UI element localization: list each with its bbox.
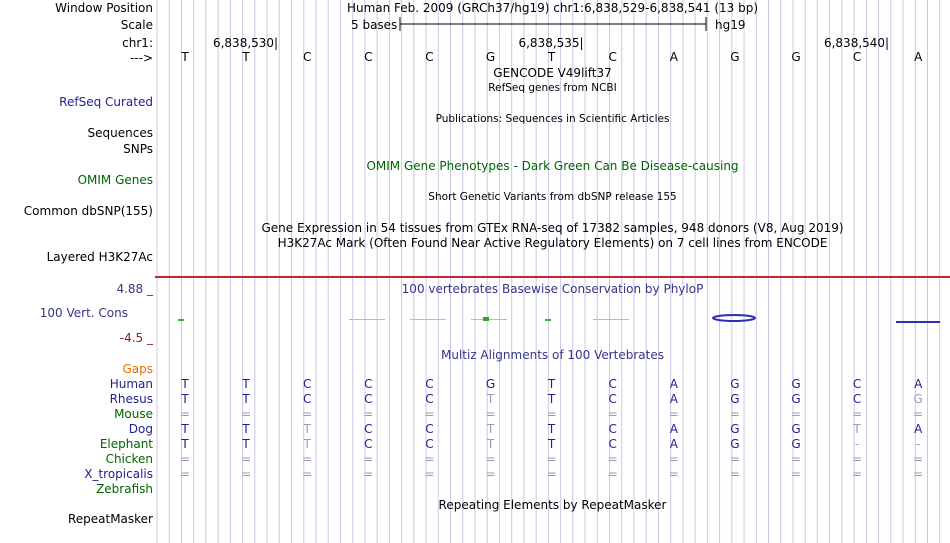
multiz-track-title[interactable]: Multiz Alignments of 100 Vertebrates bbox=[440, 348, 665, 362]
repeatmasker-side-label[interactable]: RepeatMasker bbox=[67, 512, 153, 526]
dbsnp-track-title[interactable]: Short Genetic Variants from dbSNP release 155 bbox=[428, 191, 677, 203]
sequence-base: T bbox=[181, 50, 189, 64]
phylop-bar bbox=[349, 319, 385, 320]
phylop-bar bbox=[483, 317, 489, 321]
alignment-base: = bbox=[485, 452, 496, 466]
alignment-base: T bbox=[303, 422, 311, 436]
common-dbsnp-label[interactable]: Common dbSNP(155) bbox=[23, 204, 153, 218]
alignment-base: - bbox=[854, 437, 860, 451]
alignment-base: A bbox=[669, 422, 678, 436]
alignment-base: T bbox=[547, 422, 556, 436]
omim-genes-label[interactable]: OMIM Genes bbox=[77, 173, 153, 187]
alignment-base: T bbox=[486, 437, 495, 451]
alignment-base: = bbox=[913, 467, 924, 481]
repeatmasker-track-title[interactable]: Repeating Elements by RepeatMasker bbox=[438, 498, 667, 512]
alignment-base: = bbox=[179, 452, 191, 466]
alignment-base: T bbox=[486, 392, 495, 406]
alignment-base: T bbox=[181, 422, 189, 436]
species-label-dog[interactable]: Dog bbox=[128, 422, 153, 436]
alignment-base: C bbox=[608, 377, 617, 391]
alignment-base: C bbox=[425, 422, 434, 436]
alignment-base: A bbox=[669, 377, 678, 391]
alignment-base: C bbox=[608, 422, 617, 436]
omim-track-title[interactable]: OMIM Gene Phenotypes - Dark Green Can Be Disease-causing bbox=[366, 159, 739, 173]
alignment-base: G bbox=[730, 377, 740, 391]
alignment-base: C bbox=[364, 392, 373, 406]
alignment-base: = bbox=[179, 407, 191, 421]
alignment-base: C bbox=[852, 377, 862, 391]
alignment-base: = bbox=[424, 467, 435, 481]
window-position-label: Window Position bbox=[55, 1, 153, 15]
alignment-base: G bbox=[791, 392, 801, 406]
phylop-label[interactable]: 100 Vert. Cons bbox=[39, 306, 128, 320]
alignment-base: G bbox=[730, 422, 740, 436]
sequence-base: T bbox=[242, 50, 250, 64]
alignment-base: T bbox=[303, 437, 311, 451]
alignment-base: T bbox=[242, 392, 250, 406]
phylop-negative-mark bbox=[896, 321, 940, 323]
alignment-base: G bbox=[791, 422, 801, 436]
species-label-zebrafish[interactable]: Zebrafish bbox=[96, 482, 153, 496]
alignment-base: = bbox=[607, 467, 618, 481]
alignment-base: C bbox=[852, 392, 862, 406]
sequence-base: C bbox=[425, 50, 434, 64]
sequence-base: G bbox=[730, 50, 740, 64]
sequence-base: C bbox=[608, 50, 617, 64]
alignment-base: = bbox=[852, 452, 863, 466]
alignment-base: G bbox=[791, 377, 801, 391]
alignment-base: C bbox=[425, 377, 434, 391]
window-position-value: Human Feb. 2009 (GRCh37/hg19) chr1:6,838,529-6,838,541 (13 bp) bbox=[346, 1, 759, 15]
scale-label: Scale bbox=[120, 18, 153, 32]
phylop-bar bbox=[545, 319, 551, 321]
alignment-base: A bbox=[669, 392, 678, 406]
alignment-base: T bbox=[181, 437, 189, 451]
species-label-human[interactable]: Human bbox=[109, 377, 153, 391]
coordinate-tick: 6,838,535| bbox=[518, 36, 584, 50]
sequences-label[interactable]: Sequences bbox=[87, 126, 153, 140]
alignment-base: G bbox=[730, 392, 740, 406]
alignment-base: = bbox=[913, 407, 924, 421]
phylop-negative-mark bbox=[713, 315, 755, 321]
snps-label[interactable]: SNPs bbox=[123, 142, 153, 156]
alignment-base: T bbox=[181, 377, 189, 391]
alignment-base: = bbox=[607, 407, 618, 421]
alignment-base: = bbox=[852, 467, 863, 481]
alignment-base: = bbox=[729, 407, 740, 421]
alignment-base: T bbox=[486, 422, 495, 436]
alignment-base: = bbox=[546, 452, 557, 466]
alignment-base: = bbox=[241, 452, 252, 466]
scale-assembly-label: hg19 bbox=[715, 18, 746, 32]
alignment-base: T bbox=[853, 422, 861, 436]
phylop-min-value: -4.5 _ bbox=[119, 331, 153, 345]
alignment-base: A bbox=[914, 377, 923, 391]
alignment-base: G bbox=[913, 392, 923, 406]
alignment-base: C bbox=[425, 392, 434, 406]
alignment-base: = bbox=[179, 467, 191, 481]
alignment-base: = bbox=[729, 452, 740, 466]
alignment-base: = bbox=[424, 407, 435, 421]
alignment-base: = bbox=[607, 452, 618, 466]
alignment-base: G bbox=[791, 437, 801, 451]
species-label-mouse[interactable]: Mouse bbox=[114, 407, 153, 421]
alignment-base: = bbox=[790, 467, 802, 481]
phylop-bars bbox=[178, 315, 940, 323]
phylop-max-value: 4.88 _ bbox=[116, 282, 153, 296]
alignment-base: = bbox=[241, 467, 252, 481]
alignment-base: = bbox=[729, 467, 740, 481]
chrom-label: chr1: bbox=[122, 36, 153, 50]
alignment-base: = bbox=[546, 467, 557, 481]
alignment-base: T bbox=[242, 437, 250, 451]
scale-size-text: 5 bases bbox=[351, 18, 398, 32]
gencode-track-title[interactable]: GENCODE V49lift37 bbox=[493, 66, 612, 80]
species-label-x-tropicalis[interactable]: X_tropicalis bbox=[84, 467, 153, 481]
alignment-base: = bbox=[668, 407, 679, 421]
track-divider-line bbox=[155, 276, 950, 278]
alignment-base: = bbox=[668, 467, 679, 481]
scale-bar bbox=[399, 17, 709, 31]
sequence-base: A bbox=[914, 50, 923, 64]
phylop-track-title[interactable]: 100 vertebrates Basewise Conservation by PhyloP bbox=[401, 282, 704, 296]
gaps-label[interactable]: Gaps bbox=[122, 362, 153, 376]
alignment-base: = bbox=[363, 452, 374, 466]
strand-label[interactable]: ---> bbox=[129, 51, 153, 65]
alignment-base: C bbox=[364, 437, 373, 451]
track-image-area[interactable] bbox=[155, 0, 950, 543]
alignment-base: A bbox=[669, 437, 678, 451]
species-label-rhesus[interactable]: Rhesus bbox=[109, 392, 153, 406]
alignment-base: = bbox=[302, 467, 313, 481]
sequence-base: C bbox=[302, 50, 312, 64]
coordinate-tick: 6,838,540| bbox=[823, 36, 890, 50]
species-label-elephant[interactable]: Elephant bbox=[99, 437, 153, 451]
alignment-base: G bbox=[485, 377, 496, 391]
alignment-base: C bbox=[364, 422, 373, 436]
alignment-base: A bbox=[914, 422, 923, 436]
alignment-base: = bbox=[241, 407, 252, 421]
h3k27ac-track-title[interactable]: H3K27Ac Mark (Often Found Near Active Regulatory Elements) on 7 cell lines from ENCODE bbox=[277, 236, 828, 250]
alignment-base: = bbox=[913, 452, 924, 466]
alignment-base: T bbox=[181, 392, 189, 406]
refseq-track-subtitle[interactable]: RefSeq genes from NCBI bbox=[488, 82, 617, 94]
alignment-base: = bbox=[485, 467, 496, 481]
alignment-base: T bbox=[242, 422, 250, 436]
layered-h3k27ac-label[interactable]: Layered H3K27Ac bbox=[46, 250, 153, 264]
alignment-base: = bbox=[424, 452, 435, 466]
alignment-base: C bbox=[425, 437, 434, 451]
alignment-base: T bbox=[547, 437, 556, 451]
alignment-base: T bbox=[547, 377, 556, 391]
alignment-base: C bbox=[302, 392, 312, 406]
sequence-base: A bbox=[669, 50, 678, 64]
alignment-base: = bbox=[302, 452, 313, 466]
alignment-base: - bbox=[916, 437, 921, 451]
species-label-chicken[interactable]: Chicken bbox=[105, 452, 153, 466]
refseq-curated-label[interactable]: RefSeq Curated bbox=[59, 95, 153, 109]
alignment-base: = bbox=[790, 407, 802, 421]
alignment-base: = bbox=[790, 452, 802, 466]
phylop-conservation-plot[interactable] bbox=[155, 300, 950, 330]
alignment-base: = bbox=[668, 452, 679, 466]
alignment-base: T bbox=[242, 377, 250, 391]
sequence-base: G bbox=[485, 50, 496, 64]
alignment-base: C bbox=[608, 392, 617, 406]
alignment-base: C bbox=[364, 377, 373, 391]
alignment-base: G bbox=[730, 437, 740, 451]
sequence-base: G bbox=[791, 50, 801, 64]
alignment-base: = bbox=[852, 407, 863, 421]
scale-size-label bbox=[351, 18, 398, 32]
alignment-base: = bbox=[363, 467, 374, 481]
alignment-base: T bbox=[547, 392, 556, 406]
phylop-bar bbox=[410, 319, 446, 320]
alignment-base: = bbox=[485, 407, 496, 421]
alignment-base: = bbox=[302, 407, 313, 421]
sequence-base: C bbox=[852, 50, 862, 64]
publications-track-title[interactable]: Publications: Sequences in Scientific Articles bbox=[435, 113, 670, 125]
phylop-bar bbox=[178, 319, 184, 321]
alignment-base: = bbox=[546, 407, 557, 421]
phylop-bar bbox=[593, 319, 629, 320]
sequence-base: T bbox=[547, 50, 556, 64]
gtex-track-title[interactable]: Gene Expression in 54 tissues from GTEx RNA-seq of 17382 samples, 948 donors (V8, Aug 2019) bbox=[261, 221, 844, 235]
coordinate-tick: 6,838,530| bbox=[212, 36, 279, 50]
alignment-base: = bbox=[363, 407, 374, 421]
alignment-base: C bbox=[608, 437, 617, 451]
sequence-base: C bbox=[364, 50, 373, 64]
alignment-base: C bbox=[302, 377, 312, 391]
